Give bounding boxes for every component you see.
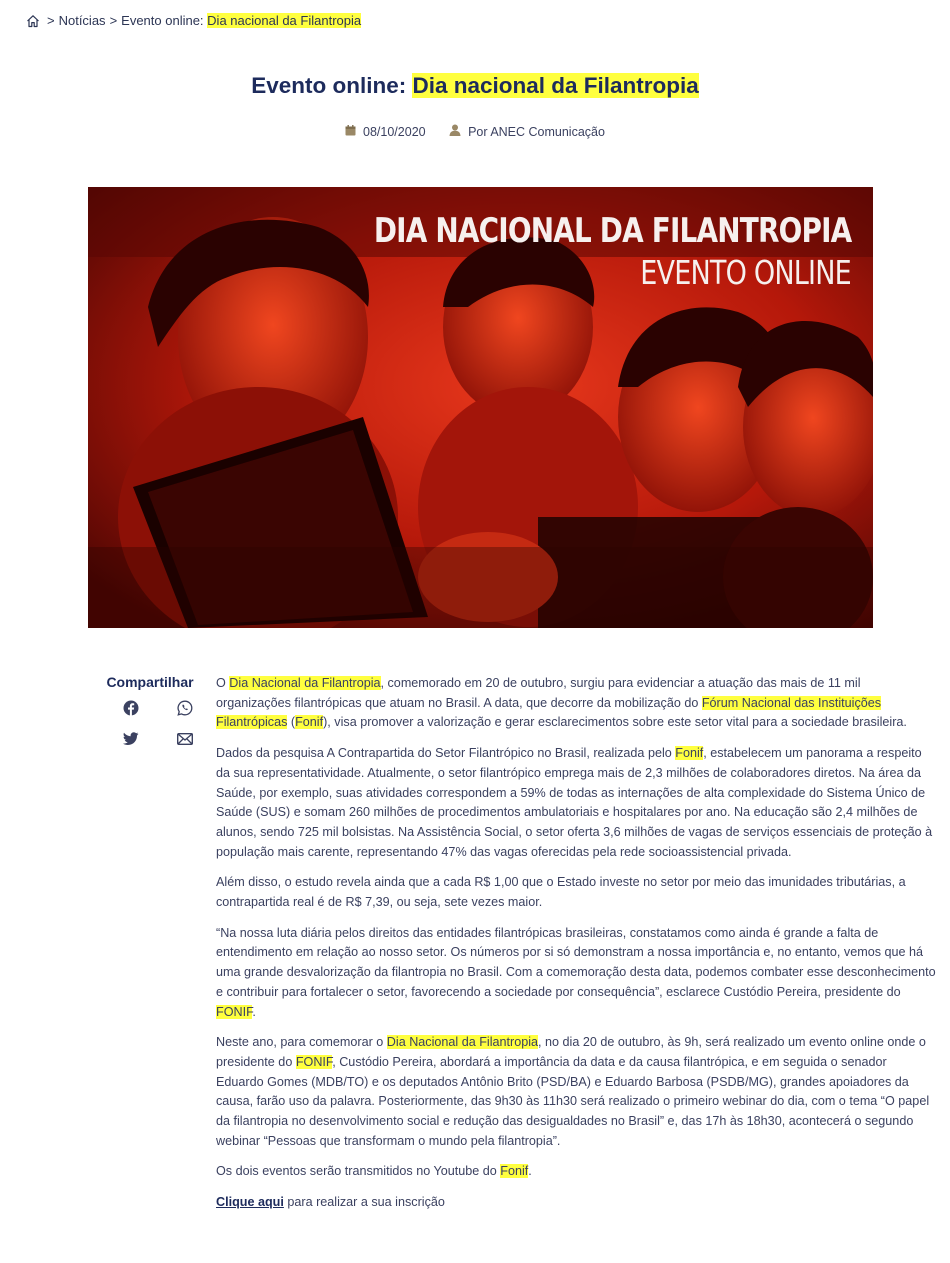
hero-image [88, 187, 873, 628]
calendar-icon [345, 125, 356, 139]
paragraph-4: “Na nossa luta diária pelos direitos das entidades filantrópicas brasileiras, constatamos como ainda é grande a falta de entendimento em relação ao nosso setor. Os números por si só demonstram a nossa importância e, no entanto, vemos que há uma grande desvalorização da filantropia no Brasil. Com a comemoração desta data, podemos combater esse desconhecimento e contribuir para fortalecer o setor, favorecendo a sociedade por consequência”, esclarece Custódio Pereira, presidente do FONIF. [216, 925, 936, 1019]
breadcrumb-separator: > [109, 13, 118, 28]
paragraph-7: Clique aqui para realizar a sua inscrição [216, 1195, 445, 1210]
twitter-icon[interactable] [104, 730, 158, 748]
paragraph-2: Dados da pesquisa A Contrapartida do Setor Filantrópico no Brasil, realizada pelo Fonif, estabelecem um panorama a respeito da sua representatividade. Atualmente, o setor filantrópico emprega mais de 2,3 milhões de colaboradores diretos. Na área da Saúde, por exemplo, suas atividades correspondem a 59% de todas as internações de alta complexidade do Sistema Único de Saúde (SUS) e somam 260 milhões de procedimentos ambulatoriais e hospitalares por ano. Na educação são 2,4 milhões de alunos, sendo 725 mil bolsistas. Na Assistência Social, o setor oferta 3,6 milhões de vagas de serviços essenciais de proteção à população mais carente, representando 47% das vagas oferecidas pela rede socioassistencial privada. [216, 746, 933, 859]
email-icon[interactable] [158, 730, 212, 748]
breadcrumb-current: Evento online: Dia nacional da Filantropia [121, 13, 362, 28]
paragraph-3: Além disso, o estudo revela ainda que a cada R$ 1,00 que o Estado investe no setor por meio das imunidades tributárias, a contrapartida real é de R$ 7,39, ou seja, sete vezes maior. [216, 875, 906, 910]
hero-headline: DIA NACIONAL DA FILANTROPIA [373, 211, 851, 251]
paragraph-1: O Dia Nacional da Filantropia, comemorado em 20 de outubro, surgiu para evidenciar a atuação das mais de 11 mil organizações filantrópicas que atuam no Brasil. A data, que decorre da mobilização do Fórum Nacional das Instituições Filantrópicas (Fonif), visa promover a valorização e gerar esclarecimentos sobre este setor vital para a sociedade brasileira. [216, 676, 907, 730]
share-panel [100, 674, 200, 748]
hero-subheadline: EVENTO ONLINE [640, 253, 851, 292]
home-icon[interactable] [26, 14, 40, 28]
post-meta [0, 124, 950, 139]
breadcrumb [26, 13, 361, 28]
post-author: Por ANEC Comunicação [449, 124, 605, 139]
breadcrumb-separator: > [47, 13, 55, 28]
share-label: Compartilhar [106, 674, 194, 690]
whatsapp-icon[interactable] [158, 699, 212, 717]
article-body [216, 674, 936, 1224]
page-title: Evento online: Dia nacional da Filantropia [251, 73, 699, 98]
user-icon [449, 124, 461, 139]
paragraph-5: Neste ano, para comemorar o Dia Nacional da Filantropia, no dia 20 de outubro, às 9h, será realizado um evento online onde o presidente do FONIF, Custódio Pereira, abordará a importância da data e da causa filantrópica, e em seguida o senador Eduardo Gomes (MDB/TO) e os deputados Antônio Brito (PSD/BA) e Eduardo Barbosa (PSDB/MG), grandes apoiadores da causa, farão uso da palavra. Posteriormente, das 9h30 às 11h30 será realizado o primeiro webinar do dia, com o tema “O papel da filantropia no desenvolvimento social e redução das desigualdades no Brasil” e, das 17h às 18h30, acontecerá o segundo webinar “Pessoas que transformam o mundo pela filantropia”. [216, 1035, 930, 1148]
post-date: 08/10/2020 [345, 125, 426, 139]
paragraph-6: Os dois eventos serão transmitidos no Youtube do Fonif. [216, 1164, 532, 1179]
breadcrumb-link-noticias[interactable]: Notícias [58, 13, 106, 28]
facebook-icon[interactable] [104, 699, 158, 717]
signup-link[interactable]: Clique aqui [216, 1195, 284, 1210]
